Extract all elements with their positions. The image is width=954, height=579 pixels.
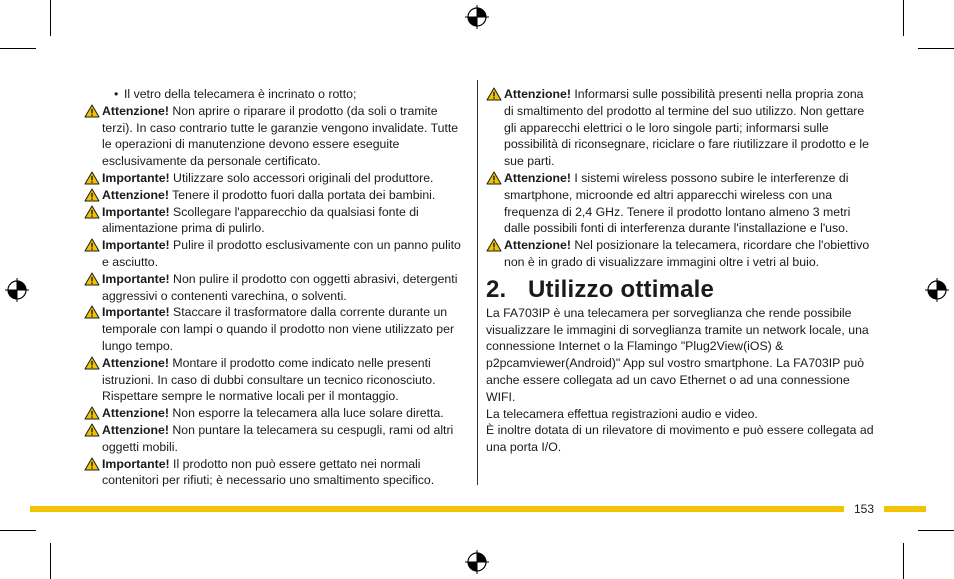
crop-mark [903, 543, 904, 579]
crop-mark [0, 530, 36, 531]
warning-icon [84, 205, 100, 219]
warning-item [84, 187, 466, 204]
warning-icon [84, 104, 100, 118]
warning-text: Staccare il trasformatore dalla corrente durante un temporale con lampi o quando il prodotto non viene utilizzato per lungo tempo. [102, 305, 455, 353]
warning-icon [486, 238, 502, 252]
warning-label: Attenzione! [102, 187, 169, 202]
column-divider [477, 80, 478, 485]
footer-bar [30, 506, 844, 512]
registration-mark-icon [925, 278, 949, 302]
warning-text: Tenere il prodotto fuori dalla portata dei bambini. [168, 187, 436, 202]
crop-mark [50, 0, 51, 36]
warning-item [84, 405, 466, 422]
warning-list [486, 86, 874, 271]
warning-icon [84, 305, 100, 319]
warning-label: Attenzione! [102, 422, 169, 437]
warning-icon [84, 188, 100, 202]
crop-mark [918, 48, 954, 49]
warning-icon [84, 423, 100, 437]
warning-label: Importante! [102, 238, 170, 253]
warning-label: Importante! [102, 456, 170, 471]
warning-text: Non puntare la telecamera su cespugli, rami od altri oggetti mobili. [102, 422, 454, 454]
warning-item [486, 237, 874, 271]
warning-label: Importante! [102, 271, 170, 286]
left-column [84, 86, 466, 489]
warning-label: Importante! [102, 204, 170, 219]
section-paragraph: È inoltre dotata di un rilevatore di movimento e può essere collegata ad una porta I/O. [486, 423, 874, 455]
warning-item [486, 170, 874, 237]
crop-mark [0, 48, 36, 49]
warning-icon [84, 457, 100, 471]
warning-label: Attenzione! [504, 238, 571, 253]
warning-item [84, 355, 466, 405]
warning-icon [84, 171, 100, 185]
warning-icon [486, 171, 502, 185]
warning-text: Nel posizionare la telecamera, ricordare che l'obiettivo non è in grado di visualizzare immagini oltre i vetri al buio. [504, 238, 870, 269]
warning-text: Montare il prodotto come indicato nelle presenti istruzioni. In caso di dubbi consultare un tecnico riconosciuto. Rispettare sempre le normative locali per il montaggio. [102, 355, 436, 404]
page-number: 153 [854, 502, 875, 516]
warning-icon [84, 238, 100, 252]
warning-text: Informarsi sulle possibilità presenti nella propria zona di smaltimento del prodotto al termine del suo utilizzo. Non gettare gli apparecchi elettrici o le loro singole parti; informarsi sulle possibilità di riconsegnare, riciclare o fare riutilizzare il prodotto e le sue parti. [504, 87, 869, 169]
warning-label: Attenzione! [504, 87, 571, 101]
warning-icon [84, 356, 100, 370]
warning-text: Pulire il prodotto esclusivamente con un panno pulito e asciutto. [102, 238, 461, 269]
warning-icon [84, 406, 100, 420]
warning-text: Non esporre la telecamera alla luce solare diretta. [168, 406, 444, 421]
warning-text: I sistemi wireless possono subire le interferenze di smartphone, microonde ed altri apparecchi wireless con una frequenza di 2,4 GHz. Tenere il prodotto lontano almeno 3 metri dalle possibili fonti di interferenza durante l'installazione e l'uso. [504, 170, 851, 236]
bullet-item [84, 86, 466, 103]
warning-item [84, 103, 466, 170]
warning-label: Attenzione! [102, 103, 169, 118]
bullet-symbol: • [114, 87, 119, 101]
registration-mark-icon [5, 278, 29, 302]
section-number: 2. [486, 275, 507, 303]
crop-mark [918, 530, 954, 531]
warning-text: Utilizzare solo accessori originali del produttore. [169, 170, 434, 185]
footer-bar [884, 506, 926, 512]
bullet-text: Il vetro della telecamera è incrinato o rotto; [124, 87, 357, 101]
crop-mark [50, 543, 51, 579]
warning-item [486, 86, 874, 170]
section-paragraph: La FA703IP è una telecamera per sorveglianza che rende possibile visualizzare le immagini di sorveglianza tramite un network locale, una connessione Internet o la Flamingo "Plug2View(iOS) & p2pcamviewer(Android)" App sul vostro smartphone. La FA703IP può anche essere collegata ad un cavo Ethernet o ad una connessione WIFI. [486, 305, 869, 404]
warning-text: Scollegare l'apparecchio da qualsiasi fonte di alimentazione prima di pulirlo. [102, 204, 419, 236]
warning-item [84, 237, 466, 271]
registration-mark-icon [465, 550, 489, 574]
warning-item [84, 204, 466, 238]
warning-label: Importante! [102, 170, 170, 185]
warning-item [84, 422, 466, 456]
warning-label: Attenzione! [504, 170, 571, 185]
warning-item [84, 304, 466, 354]
registration-mark-icon [465, 5, 489, 29]
warning-label: Attenzione! [102, 355, 169, 370]
warning-label: Attenzione! [102, 406, 169, 421]
warning-list [84, 103, 466, 489]
warning-item [84, 271, 466, 305]
warning-icon [84, 272, 100, 286]
warning-item [84, 456, 466, 490]
warning-text: Il prodotto non può essere gettato nei normali contenitori per rifiuti; è necessario uno smaltimento specifico. [102, 456, 435, 488]
section-heading [486, 275, 874, 305]
warning-text: Non aprire o riparare il prodotto (da soli o tramite terzi). In caso contrario tutte le garanzie vengono invalidate. Tutte le operazioni di manutenzione devono essere eseguite esclusivamente da personale certificato. [102, 103, 459, 169]
section-paragraph: La telecamera effettua registrazioni audio e video. [486, 406, 758, 421]
warning-item [84, 170, 466, 187]
warning-text: Non pulire il prodotto con oggetti abrasivi, detergenti aggressivi o contenenti varechina, o solventi. [102, 271, 458, 303]
right-column [486, 86, 874, 456]
crop-mark [903, 0, 904, 36]
warning-icon [486, 87, 502, 101]
section-title: Utilizzo ottimale [528, 275, 715, 303]
warning-label: Importante! [102, 305, 170, 320]
